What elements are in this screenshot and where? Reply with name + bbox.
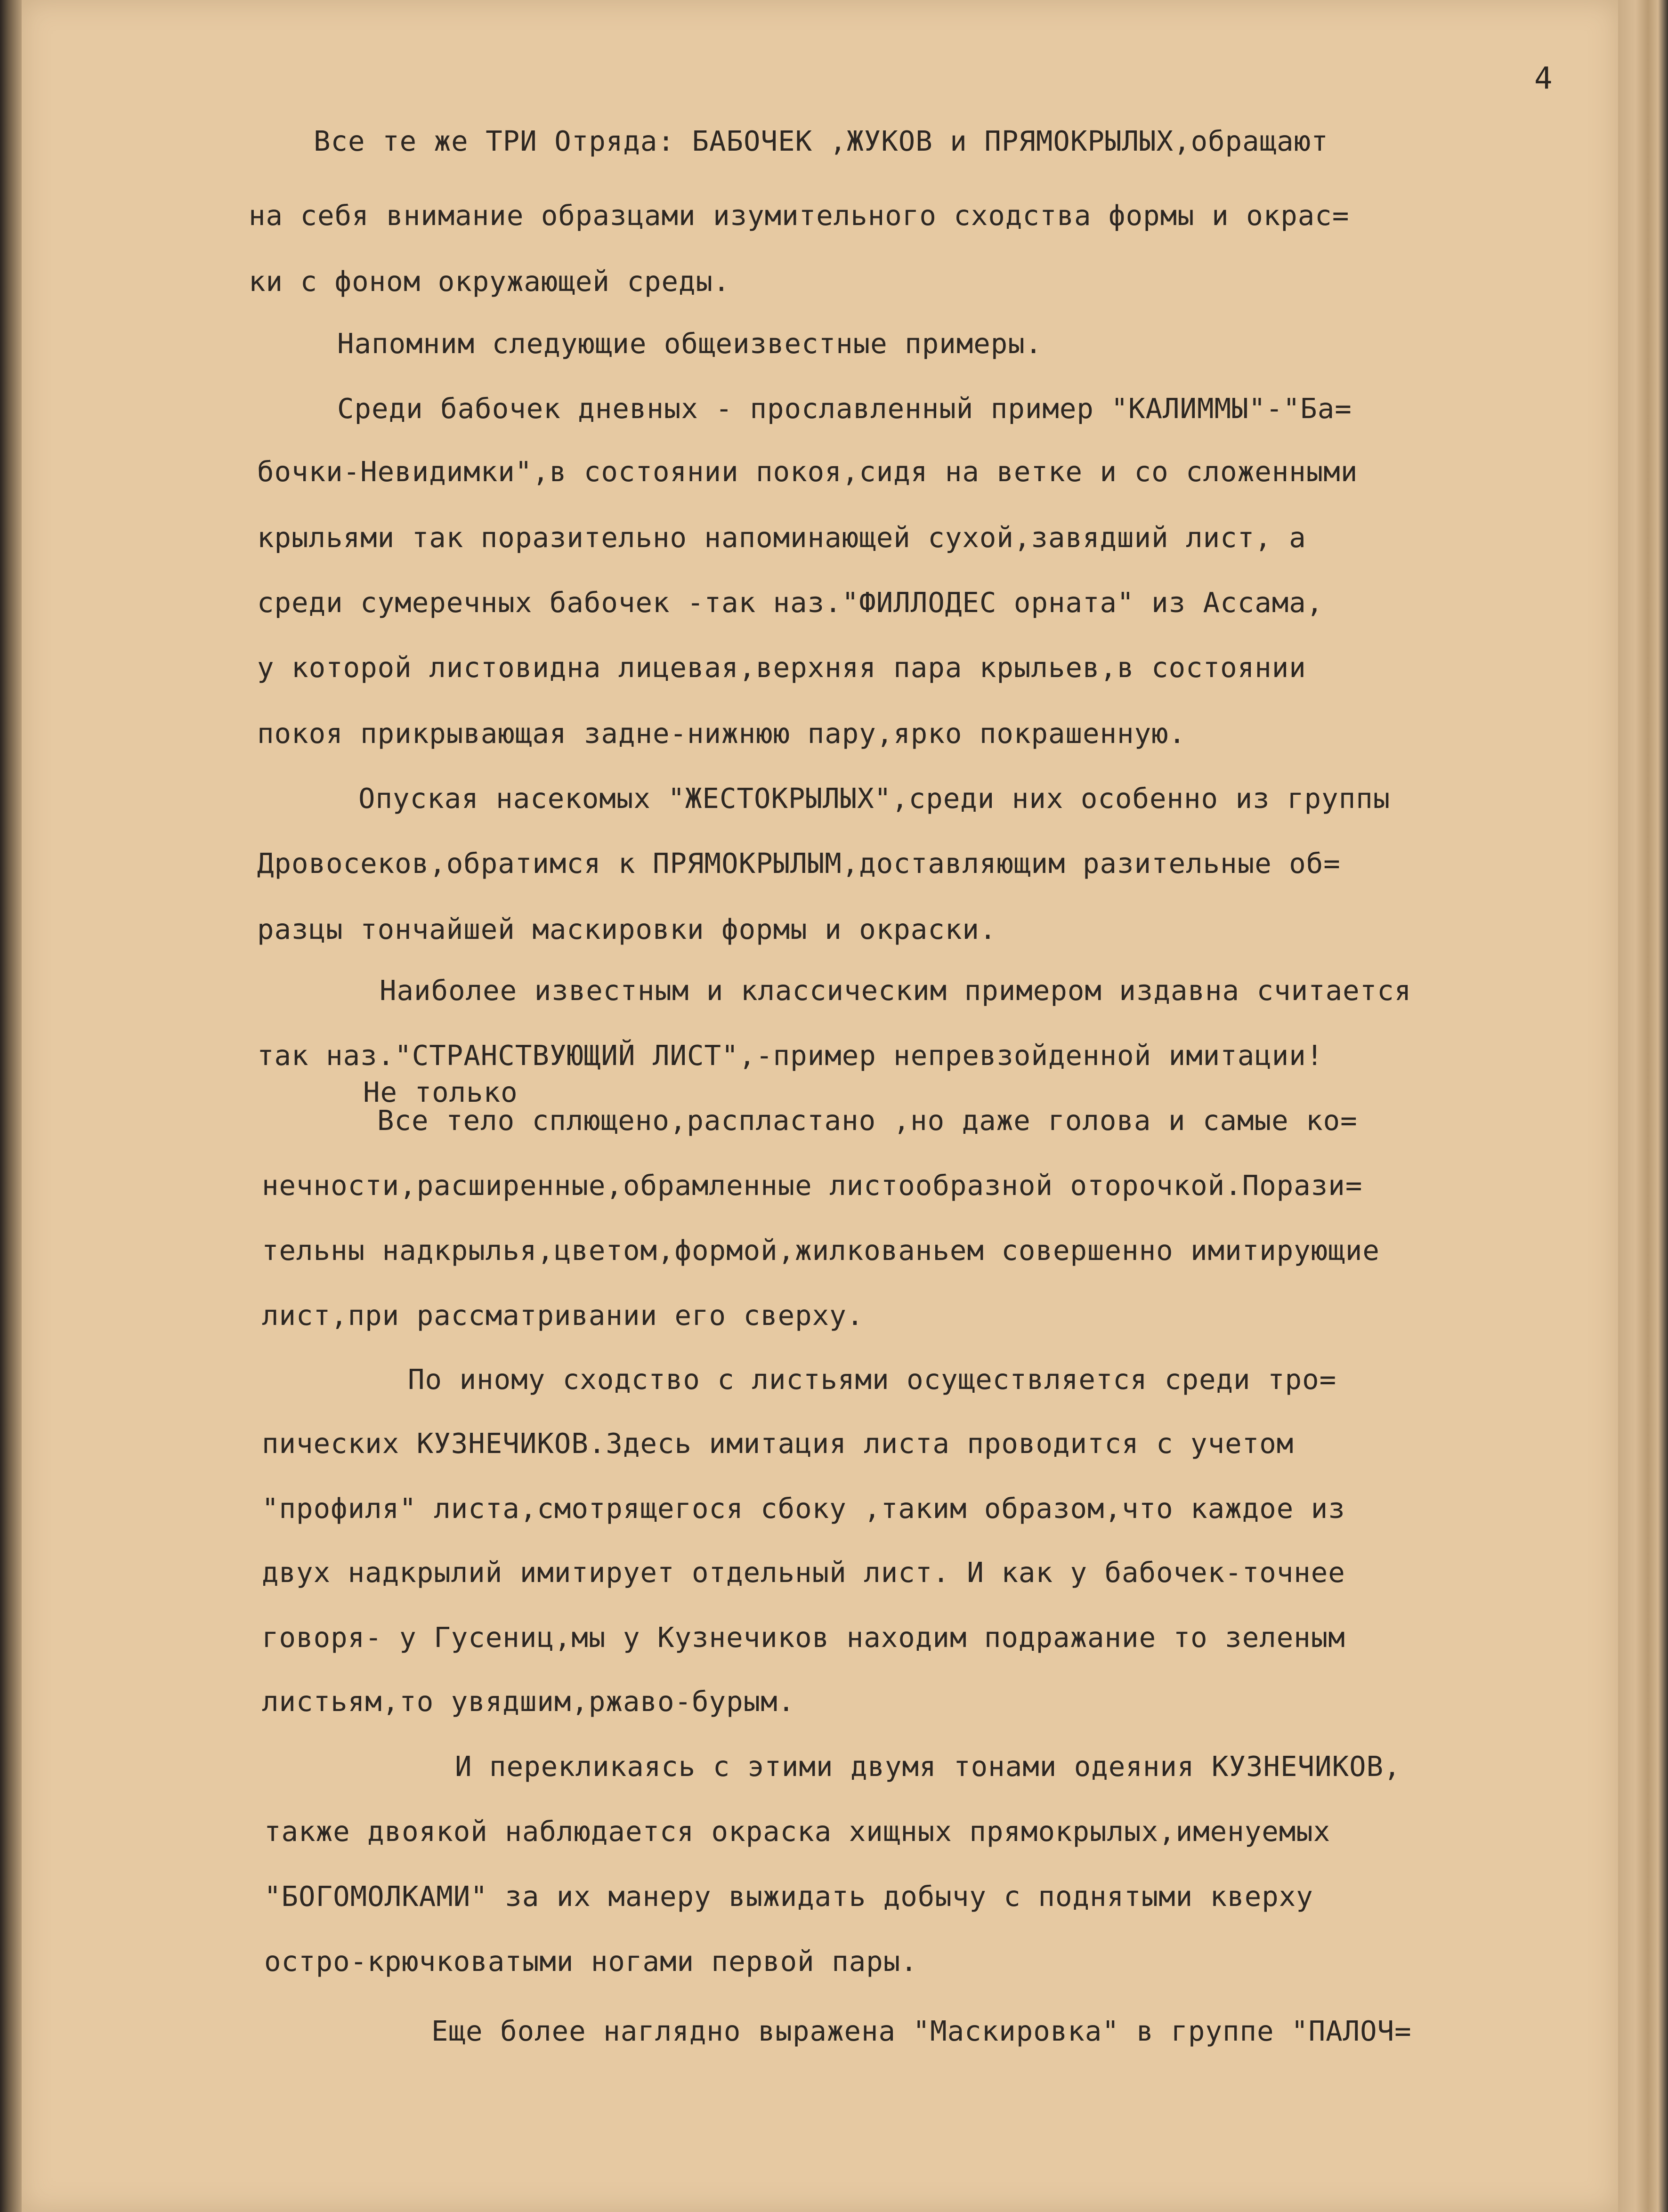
typewritten-page [22, 0, 1618, 2212]
text-line: среди сумеречных бабочек -так наз."ФИЛЛОДЕС орната" из Ассама, [257, 586, 1324, 619]
text-line: остро-крючковатыми ногами первой пары. [264, 1945, 918, 1978]
text-line: По иному сходство с листьями осуществляется среди тро= [408, 1363, 1337, 1396]
text-line: у которой листовидна лицевая,верхняя пара крыльев,в состоянии [257, 651, 1306, 684]
text-line: Все те же ТРИ Отряда: БАБОЧЕК ,ЖУКОВ и ПРЯМОКРЫЛЫХ,обращают [314, 125, 1328, 157]
page-number: 4 [1534, 61, 1553, 96]
text-line: тельны надкрылья,цветом,формой,жилкованьем совершенно имитирующие [262, 1234, 1380, 1267]
text-line: нечности,расширенные,обрамленные листообразной оторочкой.Порази= [262, 1169, 1363, 1202]
text-line: листьям,то увядшим,ржаво-бурым. [262, 1685, 795, 1718]
text-line: также двоякой наблюдается окраска хищных прямокрылых,именуемых [264, 1815, 1331, 1848]
text-line: разцы тончайшей маскировки формы и окраски. [257, 913, 997, 945]
text-line: говоря- у Гусениц,мы у Кузнечиков находим подражание то зеленым [262, 1621, 1345, 1654]
binding-edge [0, 0, 22, 2212]
text-line: Среди бабочек дневных - прославленный пример "КАЛИММЫ"-"Ба= [337, 392, 1352, 425]
text-line: "профиля" листа,смотрящегося сбоку ,таким образом,что каждое из [262, 1492, 1345, 1525]
text-line: крыльями так поразительно напоминающей сухой,завядший лист, а [257, 521, 1306, 554]
text-line: Опуская насекомых "ЖЕСТОКРЫЛЫХ",среди них особенно из группы [358, 782, 1391, 815]
page-stack-edge [1618, 0, 1668, 2212]
text-line: Не только [363, 1076, 518, 1108]
text-line: покоя прикрывающая задне-нижнюю пару,ярко покрашенную. [257, 717, 1186, 750]
text-line: двух надкрылий имитирует отдельный лист. И как у бабочек-точнее [262, 1556, 1345, 1589]
page-text [22, 0, 1618, 2212]
text-line: так наз."СТРАНСТВУЮЩИЙ ЛИСТ",-пример непревзойденной имитации! [257, 1039, 1324, 1072]
text-line: Напомним следующие общеизвестные примеры. [337, 327, 1043, 360]
text-line: Все тело сплющено,распластано ,но даже голова и самые ко= [377, 1104, 1358, 1137]
text-line: пических КУЗНЕЧИКОВ.Здесь имитация листа проводится с учетом [262, 1427, 1294, 1460]
text-line: Дровосеков,обратимся к ПРЯМОКРЫЛЫМ,доставляющим разительные об= [257, 847, 1341, 880]
text-line: Наиболее известным и классическим примером издавна считается [380, 974, 1412, 1007]
text-line: на себя внимание образцами изумительного сходства формы и окрас= [249, 199, 1350, 232]
text-line: И перекликаясь с этими двумя тонами одеяния КУЗНЕЧИКОВ, [455, 1750, 1401, 1783]
text-line: "БОГОМОЛКАМИ" за их манеру выжидать добычу с поднятыми кверху [264, 1880, 1313, 1913]
text-line: Еще более наглядно выражена "Маскировка" в группе "ПАЛОЧ= [431, 2015, 1412, 2047]
text-line: ки с фоном окружающей среды. [249, 265, 730, 298]
text-line: лист,при рассматривании его сверху. [262, 1299, 864, 1332]
text-line: бочки-Невидимки",в состоянии покоя,сидя на ветке и со сложенными [257, 455, 1358, 488]
